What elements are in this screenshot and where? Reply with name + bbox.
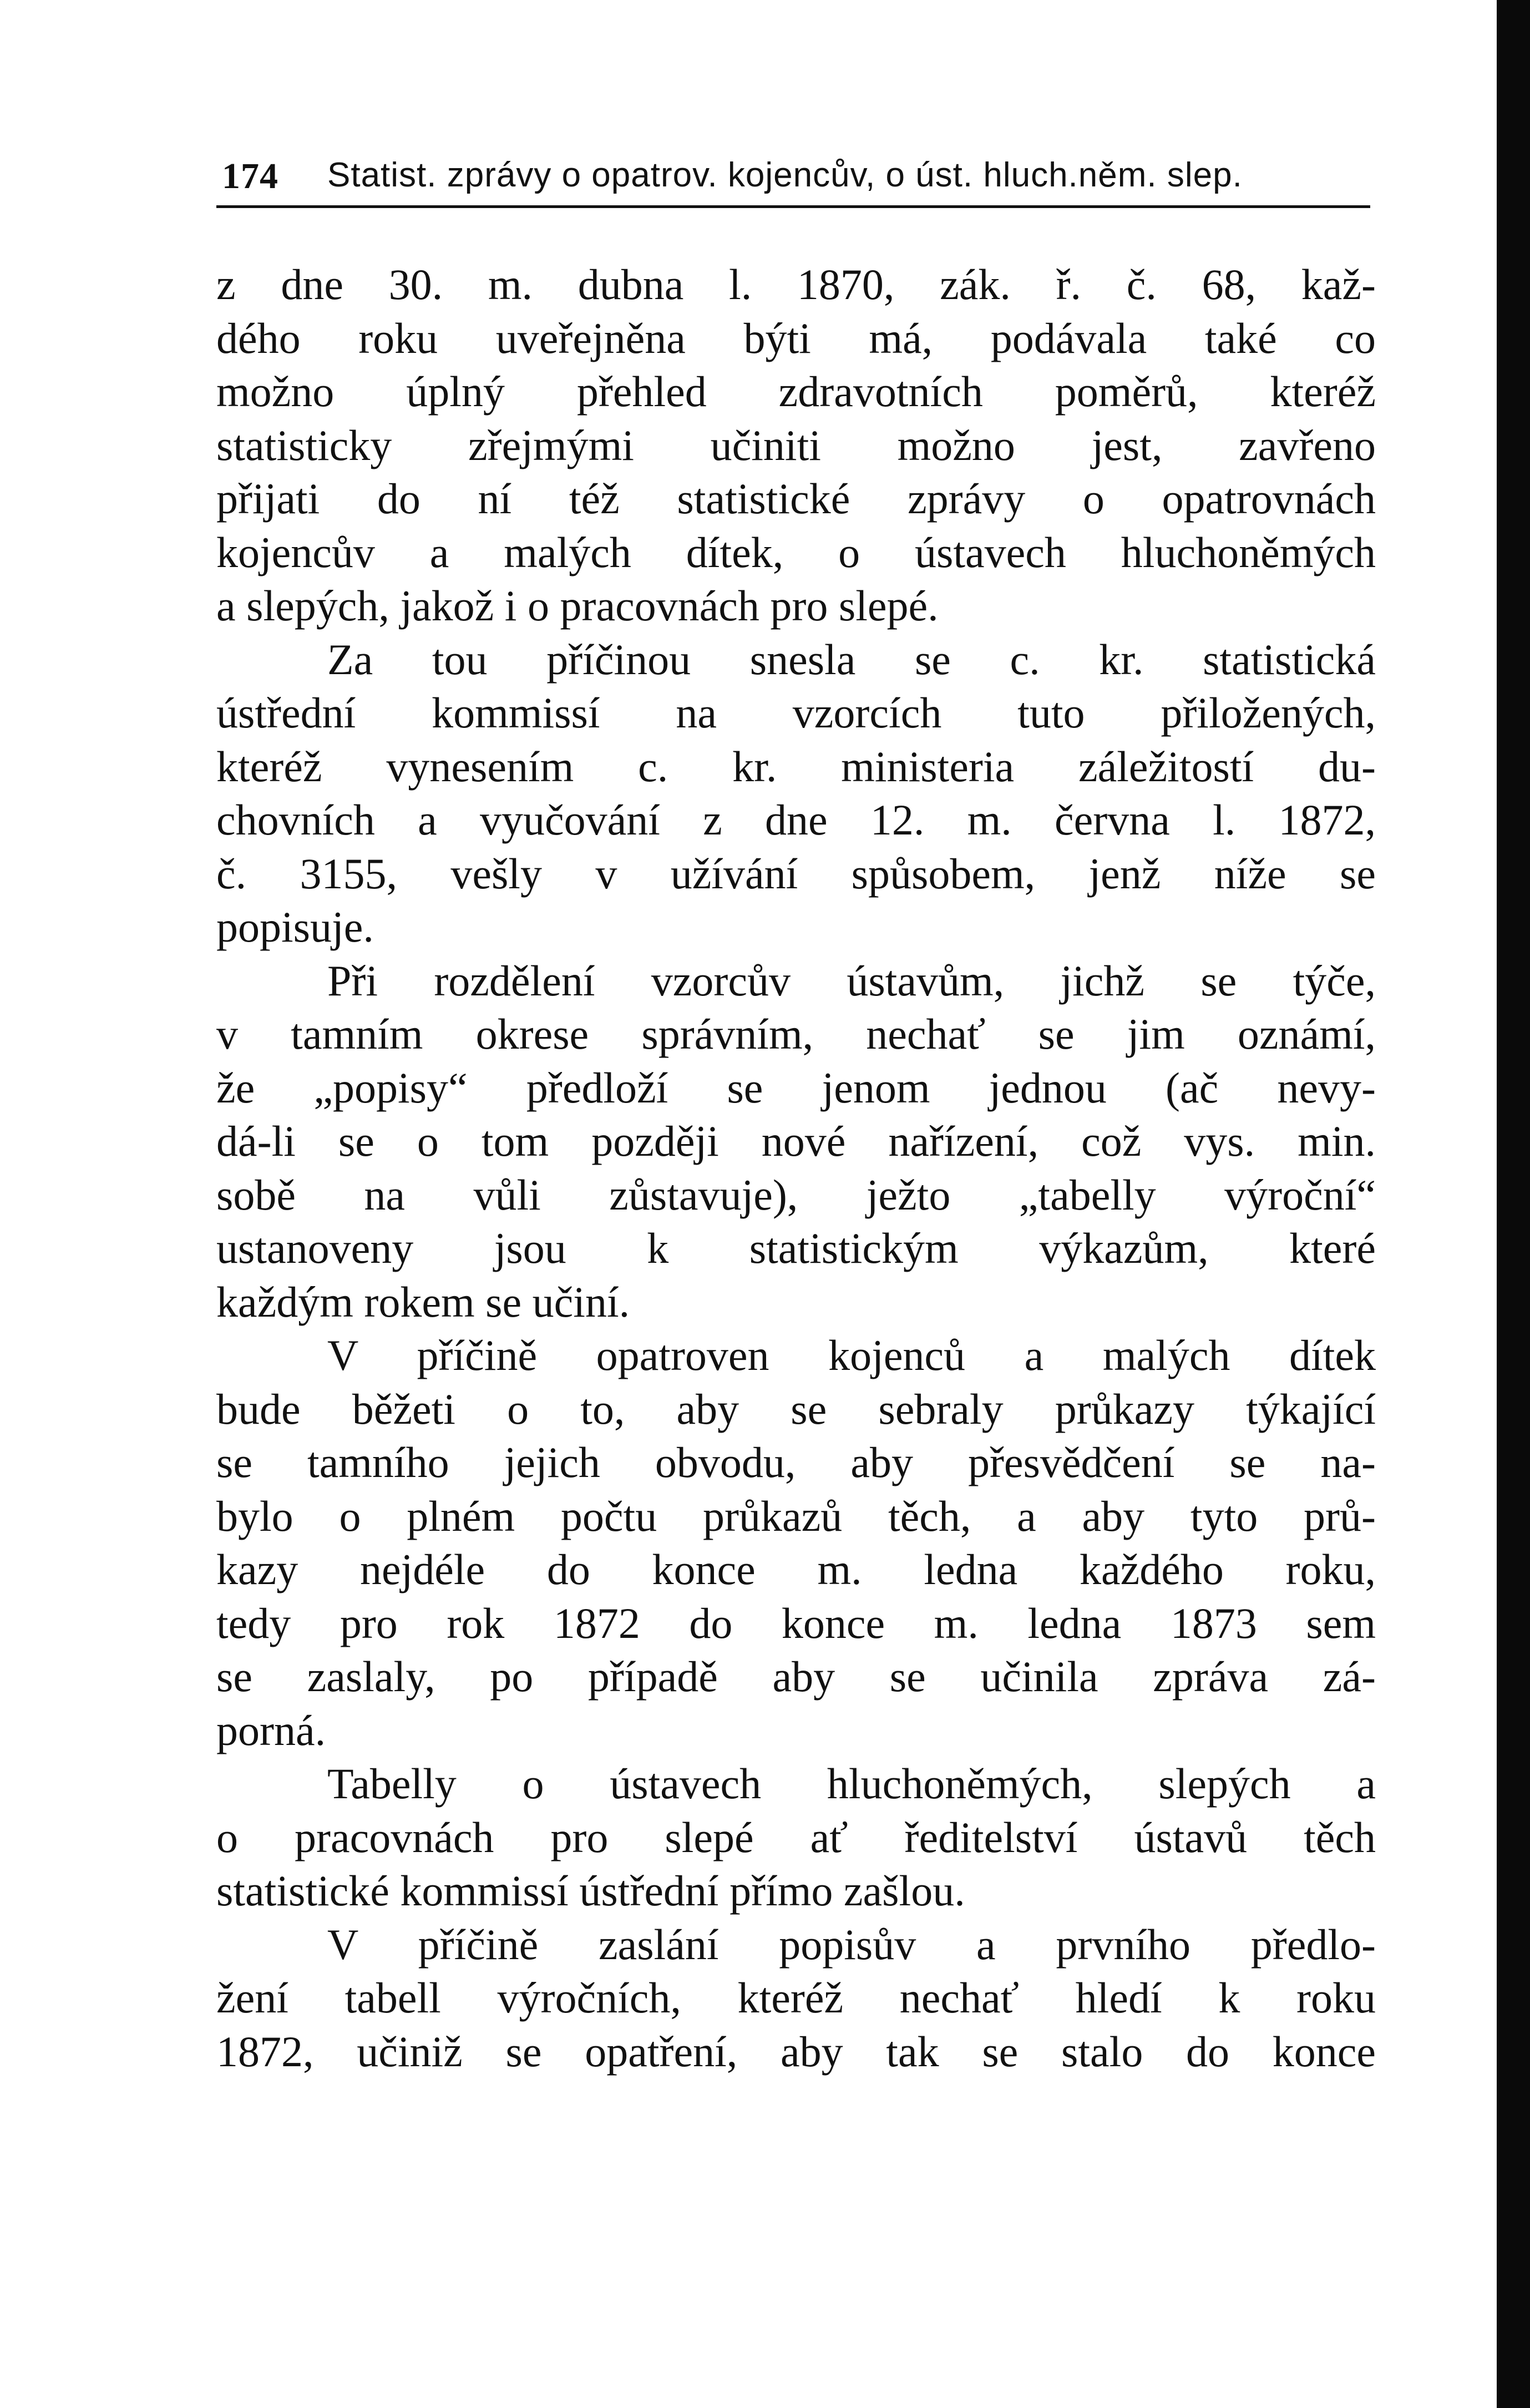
text-line: že „popisy“ předloží se jenom jednou (ač nevy- [216, 1063, 1376, 1112]
paragraph [216, 258, 1376, 633]
text-line: V příčině opatroven kojenců a malých dítek [327, 1331, 1376, 1379]
text-line: v tamním okrese správním, nechať se jim oznámí, [216, 1010, 1376, 1058]
text-line: kteréž vynesením c. kr. ministeria záležitostí du- [216, 742, 1376, 791]
running-head [216, 144, 1376, 205]
text-line: z dne 30. m. dubna l. 1870, zák. ř. č. 68, kaž- [216, 260, 1376, 308]
paragraph [216, 633, 1376, 954]
paragraph [216, 1918, 1376, 2079]
body-text [216, 258, 1376, 2078]
text-line: porná. [216, 1706, 326, 1754]
text-line: 1872, učiniž se opatření, aby tak se stalo do konce [216, 2027, 1376, 2076]
page-number: 174 [222, 156, 278, 196]
text-line: o pracovnách pro slepé ať ředitelství ústavů těch [216, 1813, 1376, 1861]
text-line: každým rokem se učiní. [216, 1277, 630, 1326]
text-line: bude běžeti o to, aby se sebraly průkazy týkající [216, 1384, 1376, 1433]
text-line: kazy nejdéle do konce m. ledna každého roku, [216, 1545, 1376, 1593]
text-line: statisticky zřejmými učiniti možno jest, zavřeno [216, 421, 1376, 469]
text-line: žení tabell výročních, kteréž nechať hledí k roku [216, 1974, 1376, 2022]
text-line: V příčině zaslání popisův a prvního předlo- [327, 1920, 1376, 1969]
text-line: se tamního jejich obvodu, aby přesvědčení se na- [216, 1438, 1376, 1486]
text-line: popisuje. [216, 903, 374, 951]
running-title: Statist. zprávy o opatrov. kojencův, o úst. hluch.něm. slep. [327, 156, 1243, 194]
text-line: dá-li se o tom později nové nařízení, což vys. min. [216, 1117, 1376, 1165]
text-line: tedy pro rok 1872 do konce m. ledna 1873 sem [216, 1598, 1376, 1647]
text-line: kojencův a malých dítek, o ústavech hluchoněmých [216, 528, 1376, 576]
text-line: Tabelly o ústavech hluchoněmých, slepých a [327, 1759, 1376, 1808]
text-line: dého roku uveřejněna býti má, podávala také co [216, 313, 1376, 362]
text-line: a slepých, jakož i o pracovnách pro slepé. [216, 581, 939, 630]
text-line: statistické kommissí ústřední přímo zašlou. [216, 1866, 965, 1915]
text-line: se zaslaly, po případě aby se učinila zpráva zá- [216, 1652, 1376, 1701]
text-line: ústřední kommissí na vzorcích tuto přiložených, [216, 689, 1376, 737]
text-line: Při rozdělení vzorcův ústavům, jichž se týče, [327, 956, 1376, 1005]
text-line: možno úplný přehled zdravotních poměrů, kteréž [216, 367, 1376, 416]
text-line: Za tou příčinou snesla se c. kr. statistická [327, 635, 1376, 684]
paragraph [216, 1329, 1376, 1757]
text-line: sobě na vůli zůstavuje), ježto „tabelly výroční“ [216, 1170, 1376, 1219]
text-line: ustanoveny jsou k statistickým výkazům, které [216, 1224, 1376, 1272]
header-rule [216, 205, 1370, 208]
paragraph [216, 1757, 1376, 1918]
paragraph [216, 954, 1376, 1329]
text-line: chovních a vyučování z dne 12. m. června l. 1872, [216, 796, 1376, 844]
text-line: přijati do ní též statistické zprávy o opatrovnách [216, 474, 1376, 523]
text-line: bylo o plném počtu průkazů těch, a aby tyto prů- [216, 1491, 1376, 1540]
book-page [216, 144, 1376, 2078]
text-line: č. 3155, vešly v užívání spůsobem, jenž níže se [216, 849, 1376, 898]
page-edge-shadow [1497, 0, 1530, 2408]
